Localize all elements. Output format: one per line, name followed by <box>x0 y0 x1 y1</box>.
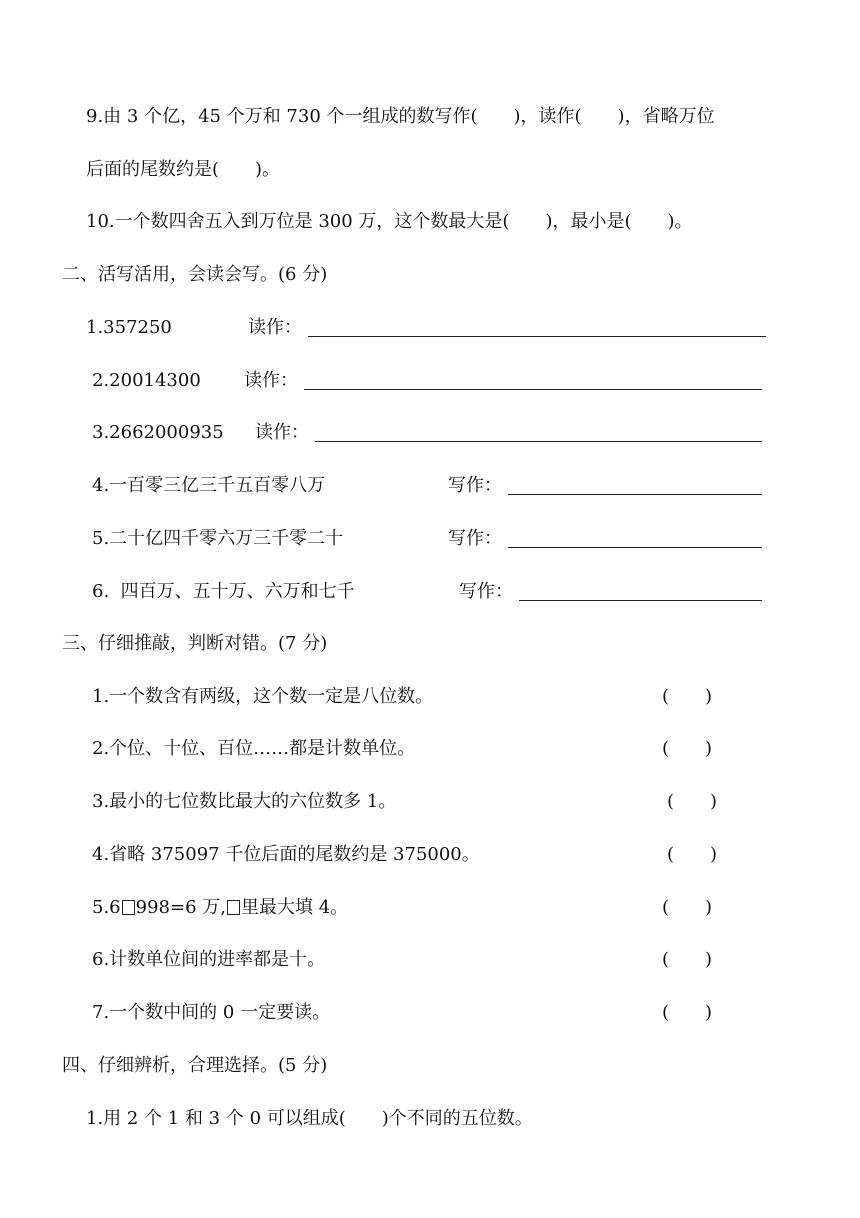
answer-line-4[interactable] <box>508 494 762 495</box>
answer-line-2[interactable] <box>304 389 762 390</box>
judge-item-1: 1.一个数含有两级，这个数一定是八位数。 <box>92 686 434 707</box>
section-2-heading: 二、活写活用，会读会写。(6 分) <box>62 264 328 285</box>
judge-item-5-part-a: 5.6 <box>92 897 121 918</box>
judge-item-2: 2.个位、十位、百位……都是计数单位。 <box>92 738 416 759</box>
write-item-1-label: 读作： <box>248 317 302 338</box>
answer-paren-1[interactable]: ( ) <box>662 686 713 707</box>
answer-paren-2[interactable]: ( ) <box>662 738 713 759</box>
write-item-3-label: 读作： <box>255 422 309 443</box>
blank-box-icon <box>227 900 240 915</box>
write-item-5-text: 5.二十亿四千零六万三千零二十 <box>92 528 344 549</box>
write-item-3-number: 3.2662000935 <box>92 422 224 443</box>
judge-item-4: 4.省略 375097 千位后面的尾数约是 375000。 <box>92 844 480 865</box>
write-item-2-label: 读作： <box>244 370 298 391</box>
section-3-heading: 三、仔细推敲，判断对错。(7 分) <box>62 633 328 654</box>
blank-box-icon <box>122 900 135 915</box>
answer-line-6[interactable] <box>519 600 762 601</box>
judge-item-3: 3.最小的七位数比最大的六位数多 1。 <box>92 791 397 812</box>
write-item-2-number: 2.20014300 <box>92 370 201 391</box>
question-9-line-1: 9.由 3 个亿，45 个万和 730 个一组成的数写作( )，读作( )，省略万位 <box>86 106 715 127</box>
question-10: 10.一个数四舍五入到万位是 300 万，这个数最大是( )，最小是( )。 <box>86 211 693 232</box>
answer-paren-5[interactable]: ( ) <box>662 897 713 918</box>
answer-paren-7[interactable]: ( ) <box>662 1002 713 1023</box>
answer-paren-4[interactable]: ( ) <box>667 844 718 865</box>
judge-item-5 <box>92 896 348 920</box>
write-item-5-label: 写作： <box>448 528 502 549</box>
write-item-1-number: 1.357250 <box>86 317 172 338</box>
answer-paren-3[interactable]: ( ) <box>667 791 718 812</box>
judge-item-7: 7.一个数中间的 0 一定要读。 <box>92 1002 331 1023</box>
write-item-6-text: 6. 四百万、五十万、六万和七千 <box>92 581 355 602</box>
judge-item-6: 6.计数单位间的进率都是十。 <box>92 949 326 970</box>
write-item-6-label: 写作： <box>459 581 513 602</box>
choice-question-1: 1.用 2 个 1 和 3 个 0 可以组成( )个不同的五位数。 <box>86 1108 533 1129</box>
answer-line-1[interactable] <box>308 336 766 337</box>
answer-paren-6[interactable]: ( ) <box>662 949 713 970</box>
section-4-heading: 四、仔细辨析，合理选择。(5 分) <box>62 1055 328 1076</box>
write-item-4-text: 4.一百零三亿三千五百零八万 <box>92 475 326 496</box>
write-item-4-label: 写作： <box>448 475 502 496</box>
answer-line-3[interactable] <box>315 441 762 442</box>
judge-item-5-part-b: 998=6 万, <box>135 897 226 918</box>
judge-item-5-part-c: 里最大填 4。 <box>240 897 349 918</box>
answer-line-5[interactable] <box>508 547 762 548</box>
question-9-line-2: 后面的尾数约是( )。 <box>86 159 281 180</box>
